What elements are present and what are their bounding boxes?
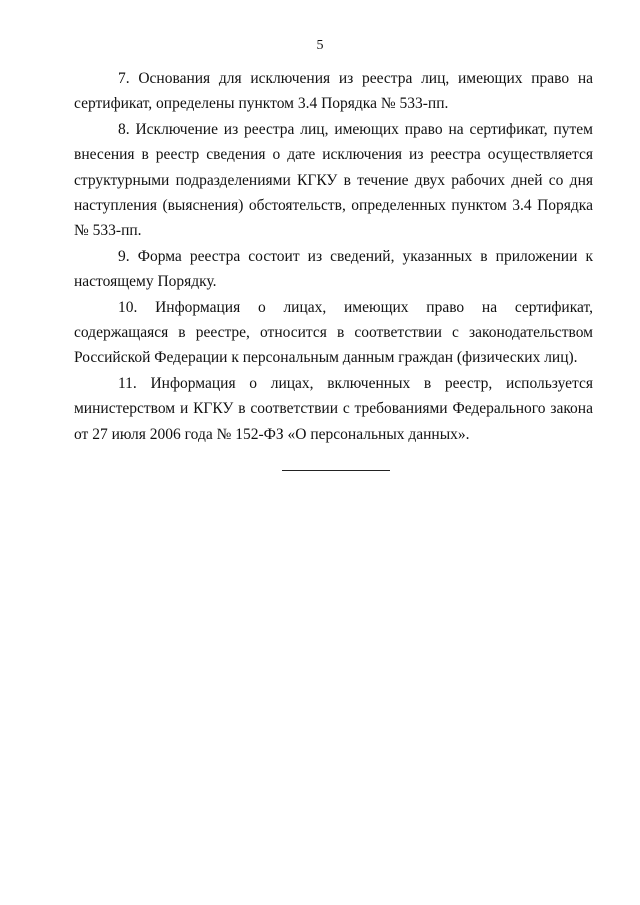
paragraph-11: 11. Информация о лицах, включенных в реестр, используется министерством и КГКУ в соответствии с требованиями Федерального закона от 27 июля 2006 года № 152-ФЗ «О персональных данных». [74,374,593,443]
paragraph-10: 10. Информация о лицах, имеющих право на сертификат, содержащаяся в реестре, относится в соответствии с законодательством Российской Федерации к персональным данным граждан (физических лиц). [74,298,593,367]
paragraph-9: 9. Форма реестра состоит из сведений, указанных в приложении к настоящему Порядку. [74,247,593,291]
paragraph-8: 8. Исключение из реестра лиц, имеющих право на сертификат, путем внесения в реестр сведения о дате исключения из реестра осуществляется структурными подразделениями КГКУ в течение двух рабочих дней со дня наступления (выяснения) обстоятельств, определенных пунктом 3.4 Порядка № 533-пп. [74,120,593,240]
document-body [74,66,593,447]
page-number: 5 [316,38,324,53]
paragraph-7: 7. Основания для исключения из реестра лиц, имеющих право на сертификат, определены пунктом 3.4 Порядка № 533-пп. [74,70,593,113]
end-divider-line [282,470,390,471]
